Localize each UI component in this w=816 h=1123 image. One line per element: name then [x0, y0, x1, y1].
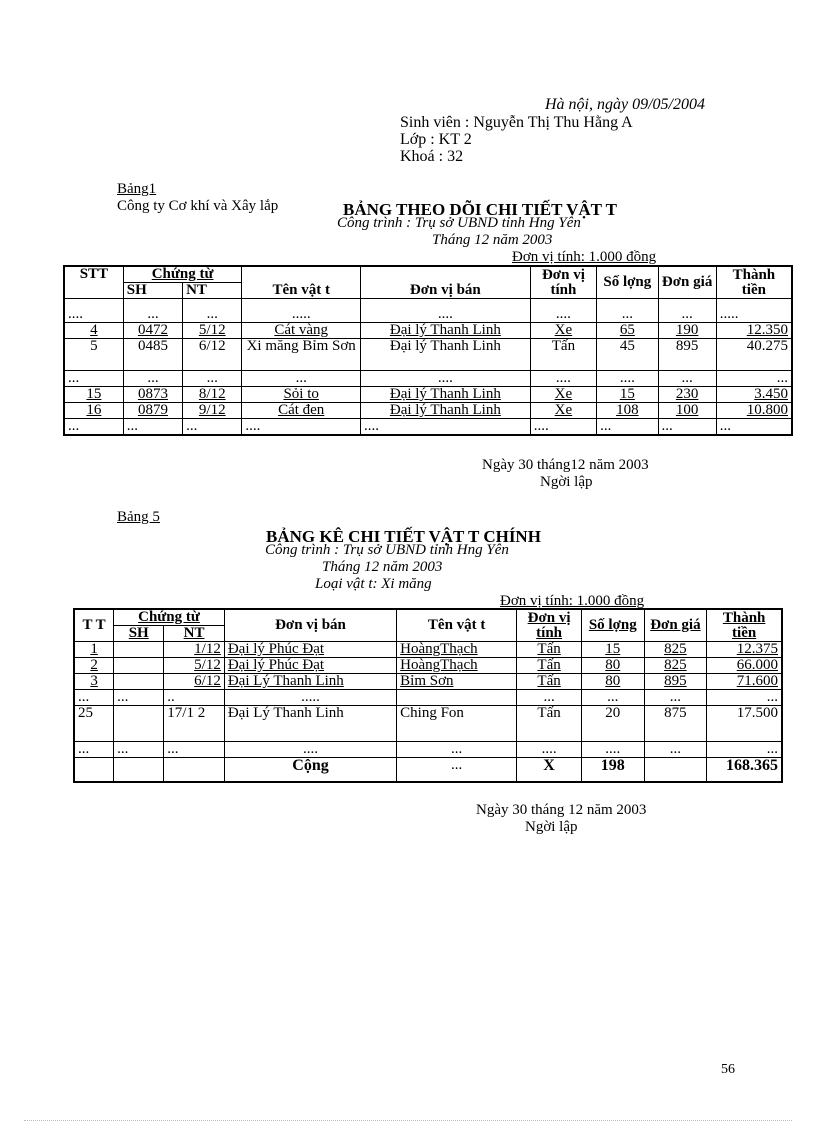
student-class: Lớp : KT 2 [400, 131, 472, 148]
col-nt: NT [183, 283, 242, 299]
main-material-table [73, 608, 783, 783]
table-row: 5 0485 6/12 Xi măng Bỉm Sơn Đại lý Thanh Linh Tấn 45 895 40.275 [64, 339, 792, 371]
table-row: ... ... ... .... .... .... ... ... ... [64, 419, 792, 436]
col-sh: SH [114, 626, 164, 642]
student-course: Khoá : 32 [400, 148, 464, 165]
table-row: .... ... ... ..... .... .... ... ... ..... [64, 299, 792, 323]
table-row: ... ... ... .... ... .... .... ... ... [74, 742, 782, 758]
col-unit: Đơn vị tính [530, 266, 596, 299]
report-date: Hà nội, ngày 09/05/2004 [545, 96, 705, 113]
page-bottom-divider [24, 1120, 792, 1121]
table1-unit-note: Đơn vị tính: 1.000 đồng [512, 249, 657, 265]
table1-sign-date: Ngày 30 tháng12 năm 2003 [482, 457, 649, 473]
table5-title: BẢNG KÊ CHI TIẾT VẬT T CHÍNH [266, 527, 541, 546]
col-seller: Đơn vị bán [224, 609, 396, 642]
table-row: 25 17/1 2 Đại Lý Thanh Linh Ching Fon Tấn 20 875 17.500 [74, 706, 782, 742]
total-qty: 198 [581, 758, 644, 782]
col-stt: STT [64, 266, 123, 299]
col-price: Đơn giá [658, 266, 716, 299]
col-document: Chứng từ [123, 266, 242, 283]
col-nt: NT [164, 626, 225, 642]
col-sh: SH [123, 283, 182, 299]
col-material: Tên vật t [397, 609, 517, 642]
table5-sign-date: Ngày 30 tháng 12 năm 2003 [476, 802, 647, 818]
table5-material-type: Loại vật t: Xi măng [315, 576, 432, 592]
col-unit: Đơn vị tính [517, 609, 582, 642]
col-seller: Đơn vị bán [360, 266, 530, 299]
table5-project: Công trình : Trụ sở UBND tỉnh Hng Yên [265, 542, 509, 558]
table-row: 16 0879 9/12 Cát đen Đại lý Thanh Linh Xe 108 100 10.800 [64, 403, 792, 419]
total-unit: X [517, 758, 582, 782]
company-name: Công ty Cơ khí và Xây lắp [117, 198, 279, 214]
col-material: Tên vật t [242, 266, 361, 299]
table1-title: BẢNG THEO DÕI CHI TIẾT VẬT T [343, 200, 617, 219]
col-qty: Số lợng [597, 266, 658, 299]
total-amount: 168.365 [707, 758, 782, 782]
col-qty: Số lợng [581, 609, 644, 642]
table-row: 1 1/12 Đại lý Phúc Đạt HoàngThạch Tấn 15 825 12.375 [74, 642, 782, 658]
table5-unit-note: Đơn vị tính: 1.000 đồng [500, 593, 645, 609]
table-row: 2 5/12 Đại lý Phúc Đạt HoàngThạch Tấn 80 825 66.000 [74, 658, 782, 674]
table-row: 15 0873 8/12 Sỏi to Đại lý Thanh Linh Xe 15 230 3.450 [64, 387, 792, 403]
col-amount: Thành tiền [707, 609, 782, 642]
table-row: ... ... ... ... .... .... .... ... ... [64, 371, 792, 387]
table1-signer: Ngời lập [540, 474, 593, 490]
table-row: 4 0472 5/12 Cát vàng Đại lý Thanh Linh Xe 65 190 12.350 [64, 323, 792, 339]
table5-signer: Ngời lập [525, 819, 578, 835]
col-price: Đơn giá [644, 609, 707, 642]
total-row: Cộng ... X 198 168.365 [74, 758, 782, 782]
table1-project: Công trình : Trụ sở UBND tỉnh Hng Yên [337, 215, 581, 231]
material-tracking-table [63, 265, 793, 436]
student-name: Sinh viên : Nguyễn Thị Thu Hằng A [400, 114, 633, 131]
table-row: 3 6/12 Đại Lý Thanh Linh Bỉm Sơn Tấn 80 895 71.600 [74, 674, 782, 690]
col-tt: T T [74, 609, 114, 642]
table5-label: Bảng 5 [117, 509, 160, 525]
table1-label: Bảng1 [117, 181, 157, 197]
col-document: Chứng từ [114, 609, 225, 626]
table-row: ... ... .. ..... ... ... ... ... [74, 690, 782, 706]
page-number: 56 [721, 1062, 735, 1077]
table1-month: Tháng 12 năm 2003 [432, 232, 553, 248]
total-label: Cộng [224, 758, 396, 782]
table5-month: Tháng 12 năm 2003 [322, 559, 443, 575]
col-amount: Thành tiền [716, 266, 792, 299]
